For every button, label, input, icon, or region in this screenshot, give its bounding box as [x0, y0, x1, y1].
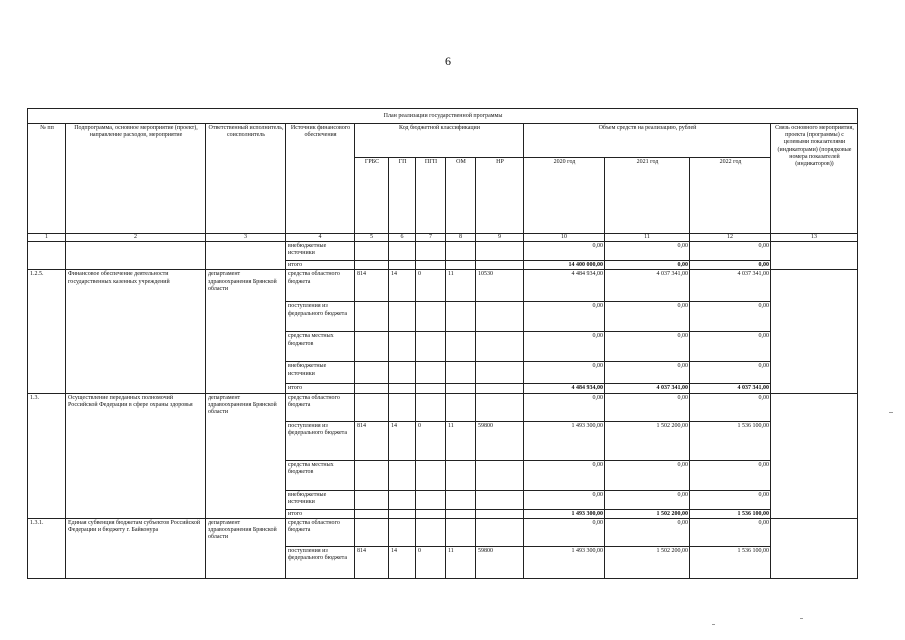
value-cell: 0,00 — [524, 518, 605, 546]
value-cell: 0,00 — [690, 460, 771, 490]
total-cell: 0,00 — [605, 261, 690, 270]
activity-name: Финансовое обеспечение деятельности государственных казенных учреждений — [66, 270, 206, 393]
value-cell: 0,00 — [605, 302, 690, 332]
header-source: Источник финансового обеспечения — [286, 124, 355, 234]
header-executor: Ответственный исполнитель, соисполнитель — [206, 124, 286, 234]
header-volume: Объем средств на реализацию, рублей — [524, 124, 771, 158]
source-label: средства областного бюджета — [286, 270, 355, 302]
code-cell: 10530 — [476, 270, 524, 302]
value-cell: 0,00 — [524, 362, 605, 384]
value-cell: 1 493 300,00 — [524, 546, 605, 578]
value-cell: 0,00 — [690, 332, 771, 362]
source-label: средства местных бюджетов — [286, 460, 355, 490]
code-cell: 0 — [416, 546, 446, 578]
header-year-2020: 2020 год — [524, 158, 605, 234]
table-row — [28, 393, 858, 421]
value-cell: 1 493 300,00 — [524, 421, 605, 460]
table-title: План реализации государственной программы — [28, 109, 858, 124]
code-cell: 14 — [389, 421, 416, 460]
value-cell: 0,00 — [605, 242, 690, 261]
source-label: поступления из федерального бюджета — [286, 302, 355, 332]
source-label: итого — [286, 509, 355, 518]
value-cell: 0,00 — [605, 490, 690, 509]
code-cell: 11 — [446, 546, 476, 578]
value-cell: 4 484 934,00 — [524, 270, 605, 302]
column-number: 5 — [355, 234, 389, 242]
value-cell: 1 536 100,00 — [690, 546, 771, 578]
activity-name: Осуществление переданных полномочий Российской Федерации в сфере охраны здоровья — [66, 393, 206, 518]
code-cell: 0 — [416, 270, 446, 302]
value-cell: 0,00 — [690, 302, 771, 332]
table-row — [28, 518, 858, 546]
header-grbs: ГРБС — [355, 158, 389, 234]
source-label: внебюджетные источники — [286, 242, 355, 261]
total-cell: 14 400 000,00 — [524, 261, 605, 270]
value-cell: 0,00 — [524, 242, 605, 261]
total-cell: 1 502 200,00 — [605, 509, 690, 518]
scan-mark — [800, 618, 803, 619]
column-number: 7 — [416, 234, 446, 242]
activity-name: Единая субвенция бюджетам субъектов Российской Федерации и бюджету г. Байконура — [66, 518, 206, 578]
header-np: НР — [476, 158, 524, 234]
column-number: 2 — [66, 234, 206, 242]
value-cell: 0,00 — [605, 332, 690, 362]
scan-mark — [712, 624, 715, 625]
value-cell: 0,00 — [690, 393, 771, 421]
total-cell: 4 037 341,00 — [690, 384, 771, 393]
total-cell: 0,00 — [690, 261, 771, 270]
responsible-executor: департамент здравоохранения Брянской области — [206, 393, 286, 518]
value-cell: 4 037 341,00 — [605, 270, 690, 302]
row-number: 1.2.5. — [28, 270, 66, 393]
header-subprogram: Подпрограмма, основное мероприятие (проект), направление расходов, мероприятие — [66, 124, 206, 234]
page-number: 6 — [445, 54, 451, 68]
header-gp: ГП — [389, 158, 416, 234]
responsible-executor: департамент здравоохранения Брянской области — [206, 518, 286, 578]
value-cell: 0,00 — [690, 242, 771, 261]
source-label: внебюджетные источники — [286, 362, 355, 384]
source-label: средства областного бюджета — [286, 393, 355, 421]
source-label: поступления из федерального бюджета — [286, 421, 355, 460]
code-cell: 11 — [446, 270, 476, 302]
header-pgp: ПГП — [416, 158, 446, 234]
value-cell: 0,00 — [605, 518, 690, 546]
scan-mark — [889, 412, 893, 413]
value-cell: 0,00 — [524, 393, 605, 421]
value-cell: 0,00 — [524, 490, 605, 509]
source-label: поступления из федерального бюджета — [286, 546, 355, 578]
value-cell: 0,00 — [524, 302, 605, 332]
column-number: 9 — [476, 234, 524, 242]
value-cell: 0,00 — [605, 362, 690, 384]
table-row — [28, 270, 858, 302]
value-cell: 1 502 200,00 — [605, 421, 690, 460]
code-cell: 11 — [446, 421, 476, 460]
column-number: 13 — [771, 234, 858, 242]
document-body — [27, 108, 858, 579]
header-year-2021: 2021 год — [605, 158, 690, 234]
value-cell: 1 536 100,00 — [690, 421, 771, 460]
column-number-row — [28, 234, 858, 242]
row-number: 1.3.1. — [28, 518, 66, 578]
code-cell: 59800 — [476, 421, 524, 460]
code-cell: 59800 — [476, 546, 524, 578]
header-budget-code: Код бюджетной классификации — [355, 124, 524, 158]
program-plan-table — [27, 108, 858, 579]
total-cell: 4 484 934,00 — [524, 384, 605, 393]
source-label: внебюджетные источники — [286, 490, 355, 509]
header-om: ОМ — [446, 158, 476, 234]
column-number: 11 — [605, 234, 690, 242]
header-num: № пп — [28, 124, 66, 234]
value-cell: 0,00 — [690, 490, 771, 509]
code-cell: 0 — [416, 421, 446, 460]
column-number: 1 — [28, 234, 66, 242]
value-cell: 0,00 — [690, 362, 771, 384]
source-label: средства местных бюджетов — [286, 332, 355, 362]
value-cell: 0,00 — [524, 460, 605, 490]
value-cell: 0,00 — [605, 393, 690, 421]
header-year-2022: 2022 год — [690, 158, 771, 234]
total-cell: 4 037 341,00 — [605, 384, 690, 393]
column-number: 3 — [206, 234, 286, 242]
column-number: 8 — [446, 234, 476, 242]
column-number: 10 — [524, 234, 605, 242]
source-label: итого — [286, 261, 355, 270]
table-row — [28, 242, 858, 261]
code-cell: 814 — [355, 270, 389, 302]
code-cell: 14 — [389, 270, 416, 302]
row-number: 1.3. — [28, 393, 66, 518]
value-cell: 0,00 — [690, 518, 771, 546]
value-cell: 0,00 — [524, 332, 605, 362]
column-number: 6 — [389, 234, 416, 242]
code-cell: 814 — [355, 546, 389, 578]
code-cell: 814 — [355, 421, 389, 460]
responsible-executor: департамент здравоохранения Брянской области — [206, 270, 286, 393]
column-number: 12 — [690, 234, 771, 242]
source-label: средства областного бюджета — [286, 518, 355, 546]
value-cell: 4 037 341,00 — [690, 270, 771, 302]
value-cell: 0,00 — [605, 460, 690, 490]
total-cell: 1 536 100,00 — [690, 509, 771, 518]
code-cell: 14 — [389, 546, 416, 578]
header-link: Связь основного мероприятия, проекта (программы) с целевыми показателями (индикаторами) (порядковые номера показателей (индикаторов)) — [771, 124, 858, 234]
value-cell: 1 502 200,00 — [605, 546, 690, 578]
column-number: 4 — [286, 234, 355, 242]
total-cell: 1 493 300,00 — [524, 509, 605, 518]
source-label: итого — [286, 384, 355, 393]
